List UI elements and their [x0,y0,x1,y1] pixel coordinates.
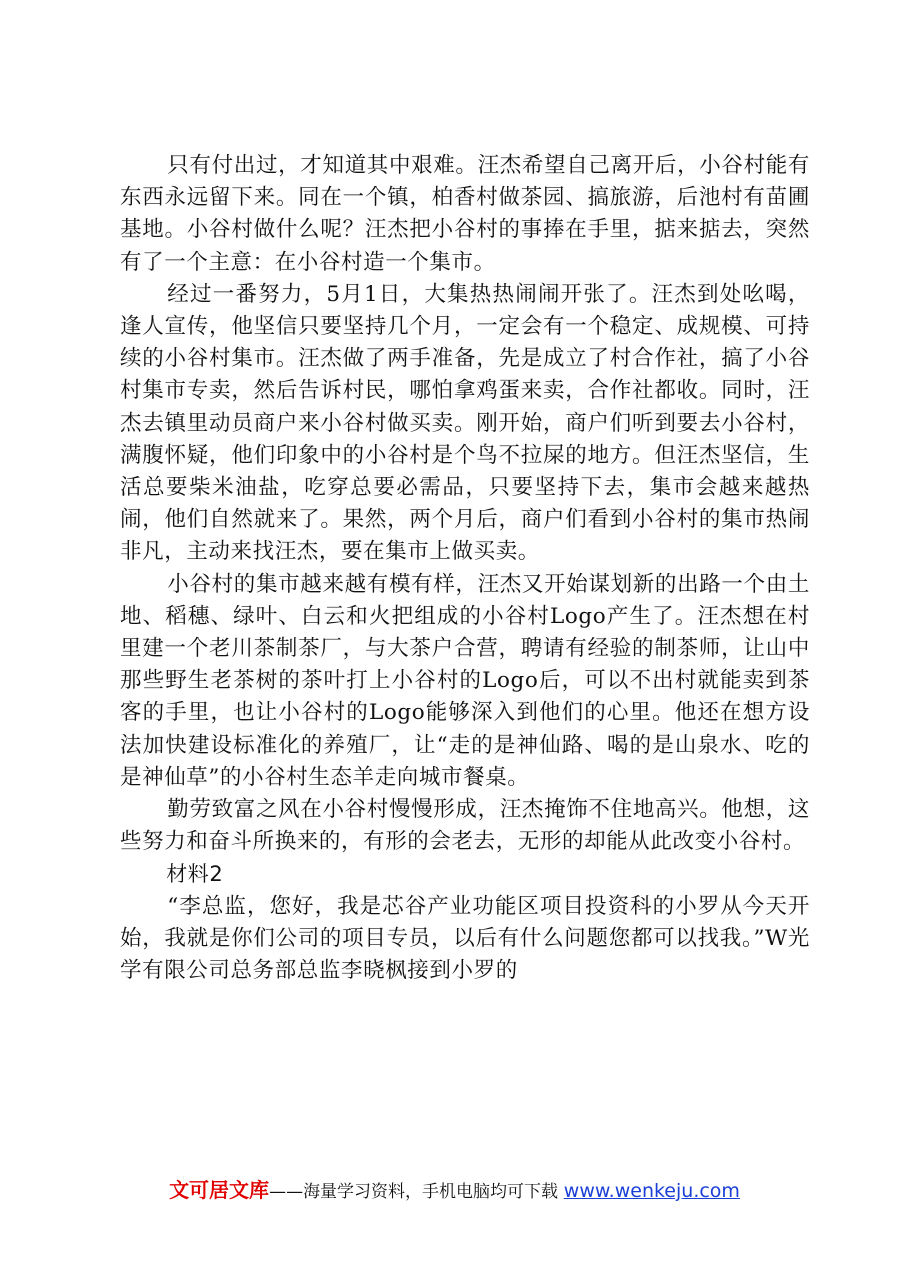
footer-url-link[interactable]: www.wenkeju.com [563,1180,740,1202]
paragraph: “李总监，您好，我是芯谷产业功能区项目投资科的小罗从今天开始，我就是你们公司的项目专员，以后有什么问题您都可以找我。”W光学有限公司总务部总监李晓枫接到小罗的 [120,893,810,984]
footer-slogan: ——海量学习资料，手机电脑均可下载 [269,1182,559,1202]
footer-brand: 文可居文库 [169,1178,270,1202]
document-body [120,150,810,987]
section-heading: 材料2 [166,862,224,887]
paragraph: 勤劳致富之风在小谷村慢慢形成，汪杰掩饰不住地高兴。他想，这些努力和奋斗所换来的，有形的会老去，无形的却能从此改变小谷村。 [120,797,810,855]
paragraph: 经过一番努力，5月1日，大集热热闹闹开张了。汪杰到处吆喝，逢人宣传，他坚信只要坚持几个月，一定会有一个稳定、成规模、可持续的小谷村集市。汪杰做了两手准备，先是成立了村合作社，搞了小谷村集市专卖，然后告诉村民，哪怕拿鸡蛋来卖，合作社都收。同时，汪杰去镇里动员商户来小谷村做买卖。刚开始，商户们听到要去小谷村，满腹怀疑，他们印象中的小谷村是个鸟不拉屎的地方。但汪杰坚信，生活总要柴米油盐，吃穿总要必需品，只要坚持下去，集市会越来越热闹，他们自然就来了。果然，两个月后，商户们看到小谷村的集市热闹非凡，主动来找汪杰，要在集市上做买卖。 [120,281,810,565]
paragraph: 只有付出过，才知道其中艰难。汪杰希望自己离开后，小谷村能有东西永远留下来。同在一个镇，柏香村做茶园、搞旅游，后池村有苗圃基地。小谷村做什么呢？汪杰把小谷村的事捧在手里，掂来掂去，突然有了一个主意：在小谷村造一个集市。 [120,153,810,275]
paragraph: 小谷村的集市越来越有模有样，汪杰又开始谋划新的出路一个由土地、稻穗、绿叶、白云和火把组成的小谷村Logo产生了。汪杰想在村里建一个老川茶制茶厂，与大茶户合营，聘请有经验的制茶师，让山中那些野生老茶树的茶叶打上小谷村的Logo后，可以不出村就能卖到茶客的手里，也让小谷村的Logo能够深入到他们的心里。他还在想方设法加快建设标准化的养殖厂，让“走的是神仙路、喝的是山泉水、吃的是神仙草”的小谷村生态羊走向城市餐桌。 [120,571,810,790]
page-footer [0,1178,909,1204]
